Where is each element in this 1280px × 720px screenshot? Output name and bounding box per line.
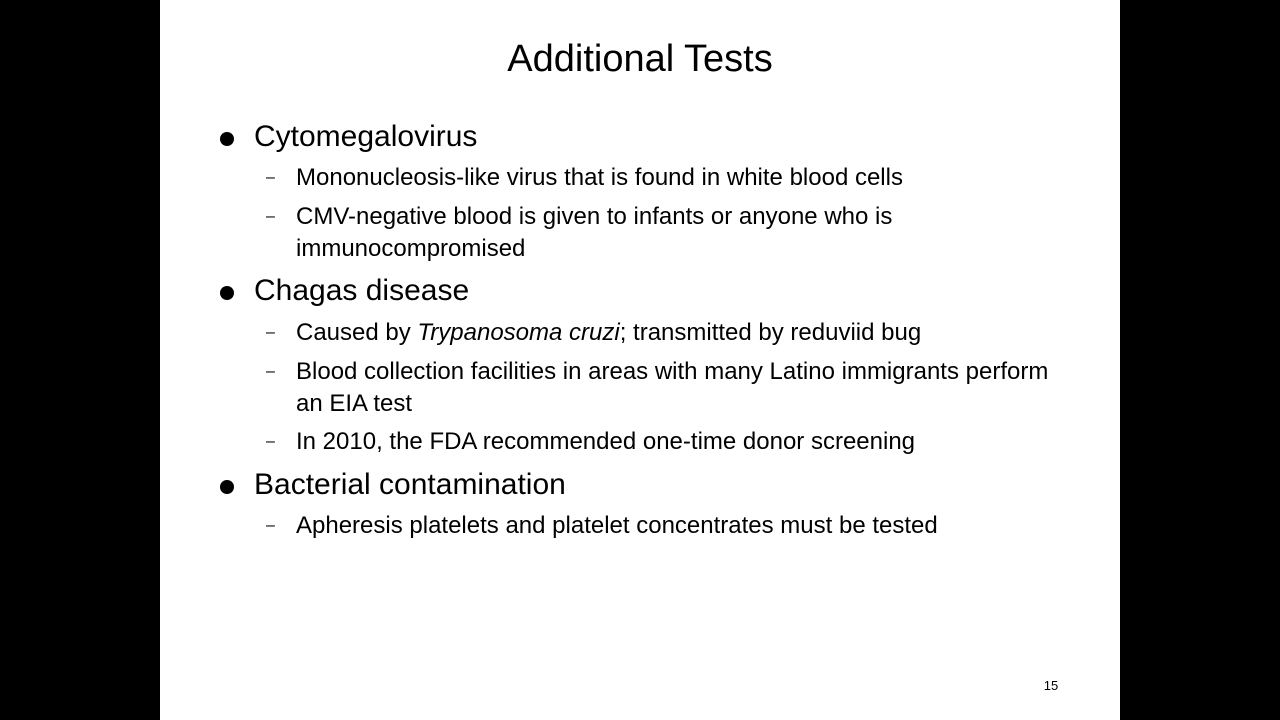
dash-icon: –	[266, 324, 275, 341]
dash-icon: –	[266, 517, 275, 534]
bullet-dot-icon	[220, 132, 234, 146]
bullet-heading: Chagas disease	[254, 274, 470, 307]
sub-bullet-text: Apheresis platelets and platelet concentrates must be tested	[296, 512, 938, 539]
bullet-heading: Cytomegalovirus	[254, 120, 478, 153]
dash-icon: –	[266, 363, 275, 380]
text-segment: ; transmitted by reduviid bug	[619, 319, 922, 346]
bullet-dot-icon	[220, 286, 234, 300]
slide	[160, 0, 1120, 720]
dash-icon: –	[266, 169, 275, 186]
sub-bullet-text: CMV-negative blood is given to infants or anyone who is immunocompromised	[296, 203, 893, 262]
page-number: 15	[1043, 678, 1059, 693]
dash-icon: –	[266, 208, 275, 225]
dash-icon: –	[266, 433, 275, 450]
sub-bullet-text: In 2010, the FDA recommended one-time donor screening	[296, 428, 916, 455]
sub-bullet-text: Blood collection facilities in areas with many Latino immigrants perform an EIA test	[296, 358, 1049, 417]
slide-title: Additional Tests	[507, 38, 773, 80]
sub-bullet-text	[296, 317, 1076, 349]
bullet-heading: Bacterial contamination	[254, 468, 566, 501]
bullet-dot-icon	[220, 480, 234, 494]
sub-bullet-text: Mononucleosis-like virus that is found in white blood cells	[296, 164, 903, 191]
text-segment: Caused by	[296, 319, 418, 346]
species-name: Trypanosoma cruzi	[417, 319, 620, 346]
